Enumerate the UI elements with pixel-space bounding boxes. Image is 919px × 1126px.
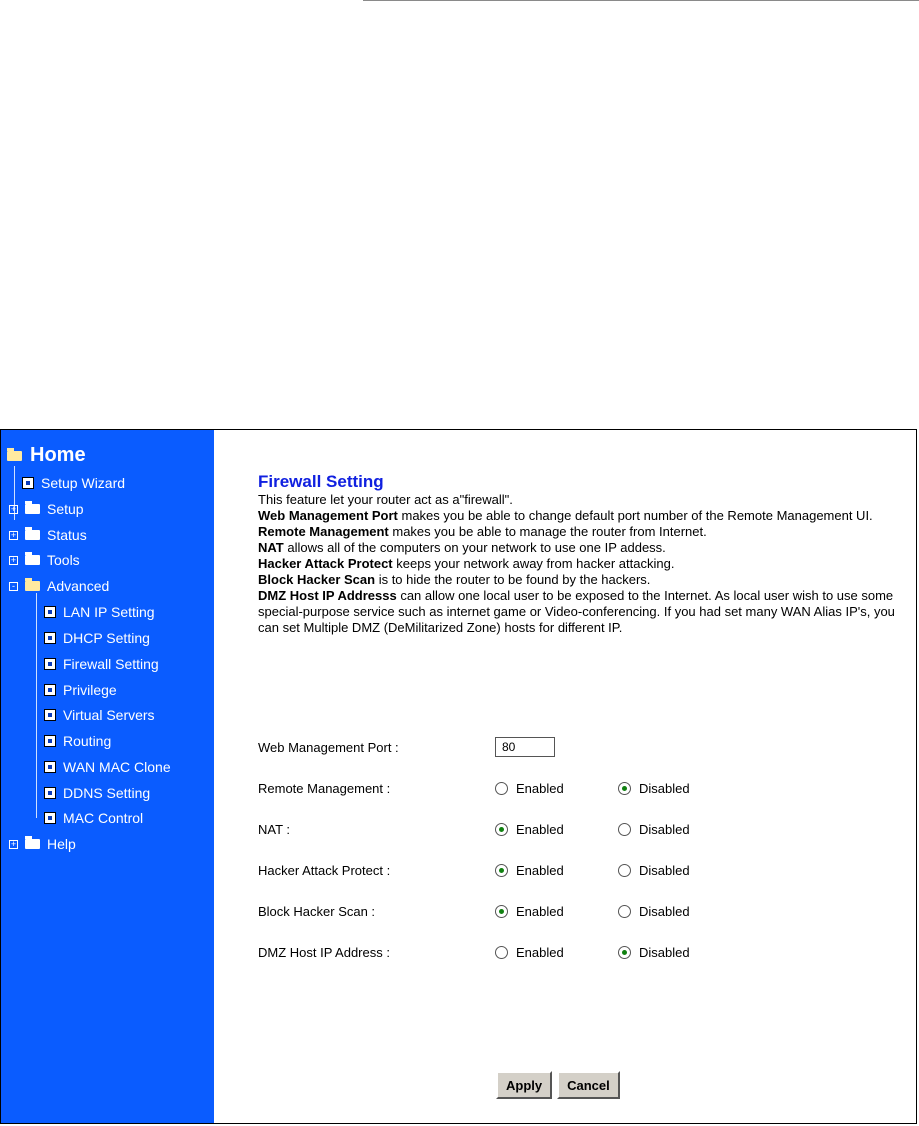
cancel-button[interactable]: Cancel [557, 1071, 620, 1099]
dmz-host-disabled[interactable]: Disabled [618, 945, 690, 960]
nat-enabled[interactable]: Enabled [495, 822, 618, 837]
sidebar-item-setup-wizard[interactable] [22, 475, 125, 491]
block-hacker-scan-enabled[interactable]: Enabled [495, 904, 618, 919]
folder-icon [25, 530, 40, 540]
sidebar-item-label: Tools [47, 552, 80, 568]
row-nat [258, 817, 903, 841]
desc-remote-management: Remote Management makes you be able to manage the router from Internet. [258, 524, 707, 539]
sidebar-home-label: Home [30, 444, 86, 466]
sidebar-item-label: Status [47, 527, 87, 543]
desc-block-hacker-scan: Block Hacker Scan is to hide the router to be found by the hackers. [258, 572, 651, 587]
web-management-port-label: Web Management Port : [258, 739, 399, 755]
remote-management-label: Remote Management : [258, 780, 391, 796]
page-icon [44, 787, 56, 799]
dmz-host-label: DMZ Host IP Address : [258, 944, 390, 960]
sidebar-item-label: DHCP Setting [63, 630, 150, 646]
page-icon [44, 632, 56, 644]
desc-nat: NAT allows all of the computers on your network to use one IP addess. [258, 540, 666, 555]
sidebar-item-label: Help [47, 836, 76, 852]
sidebar-item-label: Advanced [47, 578, 110, 594]
expand-plus-icon: + [10, 503, 17, 514]
expand-plus-icon: + [10, 554, 17, 565]
radio-button[interactable] [618, 864, 631, 877]
tree-line [36, 593, 37, 818]
radio-button[interactable] [495, 782, 508, 795]
page-icon [44, 812, 56, 824]
remote-management-enabled[interactable]: Enabled [495, 781, 618, 796]
sidebar-item-label: WAN MAC Clone [63, 759, 171, 775]
sidebar-item-privilege[interactable] [44, 682, 117, 698]
page-icon [44, 684, 56, 696]
sidebar-item-label: DDNS Setting [63, 785, 151, 801]
dmz-host-enabled[interactable]: Enabled [495, 945, 618, 960]
sidebar-home[interactable] [7, 444, 86, 467]
sidebar-item-label: MAC Control [63, 810, 144, 826]
hacker-attack-protect-label: Hacker Attack Protect : [258, 862, 391, 878]
sidebar-item-setup[interactable] [9, 501, 84, 517]
sidebar-item-mac-control[interactable] [44, 810, 143, 826]
sidebar-item-virtual-servers[interactable] [44, 707, 155, 723]
sidebar-item-dhcp-setting[interactable] [44, 630, 150, 646]
sidebar-item-label: Virtual Servers [63, 707, 155, 723]
radio-button[interactable] [495, 823, 508, 836]
sidebar-item-help[interactable] [9, 836, 76, 852]
sidebar-item-ddns-setting[interactable] [44, 785, 150, 801]
radio-button[interactable] [495, 864, 508, 877]
row-hacker-attack-protect [258, 858, 903, 882]
page-icon [22, 477, 34, 489]
sidebar-item-status[interactable] [9, 527, 87, 543]
expand-plus-icon: + [10, 529, 17, 540]
row-dmz-host [258, 940, 903, 964]
page-icon [44, 606, 56, 618]
sidebar-item-label: Setup [47, 501, 84, 517]
radio-button[interactable] [618, 905, 631, 918]
nat-label: NAT : [258, 821, 291, 837]
sidebar-item-routing[interactable] [44, 733, 111, 749]
radio-button[interactable] [495, 946, 508, 959]
sidebar-item-firewall-setting[interactable] [44, 656, 159, 672]
desc-hacker-attack-protect: Hacker Attack Protect keeps your network away from hacker attacking. [258, 556, 675, 571]
top-divider [363, 0, 919, 1]
folder-open-icon [7, 451, 22, 461]
folder-open-icon [25, 581, 40, 591]
page-icon [44, 709, 56, 721]
form-buttons [496, 1071, 620, 1099]
nat-disabled[interactable]: Disabled [618, 822, 690, 837]
apply-button[interactable]: Apply [496, 1071, 552, 1099]
remote-management-disabled[interactable]: Disabled [618, 781, 690, 796]
sidebar-nav [1, 430, 214, 1123]
row-block-hacker-scan [258, 899, 903, 923]
page-icon [44, 761, 56, 773]
page-icon [44, 658, 56, 670]
folder-icon [25, 504, 40, 514]
folder-icon [25, 555, 40, 565]
sidebar-item-label: Firewall Setting [63, 656, 159, 672]
radio-button[interactable] [618, 823, 631, 836]
router-admin-frame [0, 429, 917, 1124]
page-icon [44, 735, 56, 747]
sidebar-item-wan-mac-clone[interactable] [44, 759, 171, 775]
radio-button[interactable] [495, 905, 508, 918]
row-remote-management [258, 776, 903, 800]
sidebar-item-tools[interactable] [9, 552, 80, 568]
sidebar-item-label: Privilege [63, 682, 117, 698]
hacker-attack-protect-disabled[interactable]: Disabled [618, 863, 690, 878]
radio-button[interactable] [618, 782, 631, 795]
sidebar-item-label: LAN IP Setting [63, 604, 155, 620]
block-hacker-scan-disabled[interactable]: Disabled [618, 904, 690, 919]
feature-description [258, 492, 903, 636]
page-title: Firewall Setting [258, 472, 384, 491]
sidebar-item-lan-ip-setting[interactable] [44, 604, 155, 620]
sidebar-item-advanced[interactable] [9, 578, 109, 594]
desc-dmz-host: DMZ Host IP Addresss can allow one local user to be exposed to the Internet. As local user wish to use some special-purpose service such as internet game or Video-conferencing. If you had set many WAN Alias IP's, you can set Multiple DMZ (DeMilitarized Zone) hosts for different IP. [258, 588, 895, 635]
web-management-port-input[interactable] [495, 737, 555, 757]
sidebar-item-label: Routing [63, 733, 112, 749]
desc-web-management-port: Web Management Port makes you be able to change default port number of the Remote Management UI. [258, 508, 873, 523]
row-web-management-port [258, 735, 903, 759]
intro-text: This feature let your router act as a"firewall". [258, 492, 513, 507]
radio-button[interactable] [618, 946, 631, 959]
folder-icon [25, 839, 40, 849]
sidebar-item-label: Setup Wizard [41, 475, 126, 491]
hacker-attack-protect-enabled[interactable]: Enabled [495, 863, 618, 878]
expand-plus-icon: + [10, 838, 17, 849]
collapse-minus-icon: - [9, 582, 18, 591]
block-hacker-scan-label: Block Hacker Scan : [258, 903, 376, 919]
